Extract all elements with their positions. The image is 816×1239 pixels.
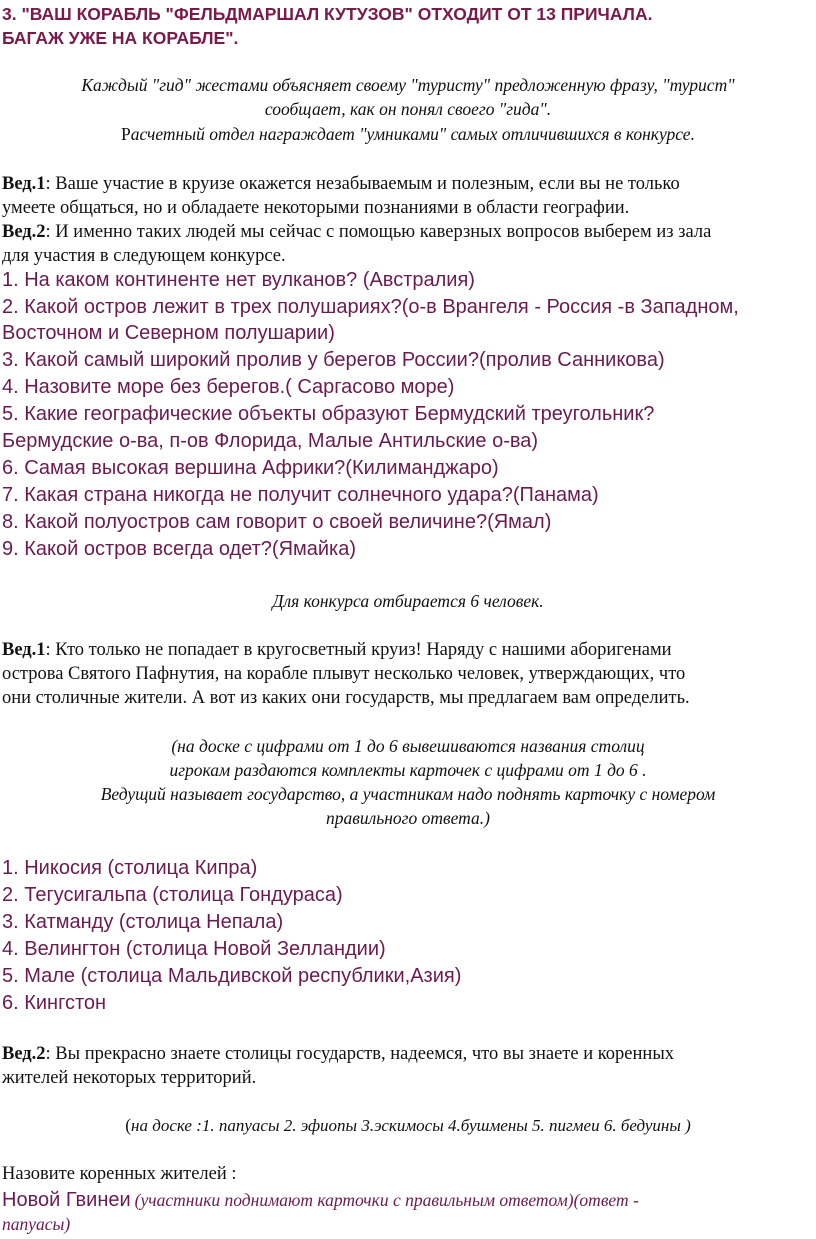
ved1-paragraph-line-1 — [2, 172, 680, 196]
question-line: 6. Самая высокая вершина Африки?(Килиманджаро) — [2, 457, 499, 479]
capital-line: 4. Велингтон (столица Новой Зелландии) — [2, 938, 386, 960]
ved2-paragraph-line-2: для участия в следующем конкурсе. — [2, 246, 286, 266]
instruction-line: Ведущий называет государство, а участникам надо поднять карточку с номером — [100, 784, 716, 804]
capital-line: 2. Тегусигальпа (столица Гондураса) — [2, 884, 343, 906]
ved2-text-1: : И именно таких людей мы сейчас с помощью каверзных вопросов выберем из зала — [45, 222, 712, 242]
ved1-text-1: : Ваше участие в круизе окажется незабываемым и полезным, если вы не только — [45, 174, 680, 194]
ved2-second-text-1: : Вы прекрасно знаете столицы государств, надеемся, что вы знаете и коренных — [45, 1044, 674, 1064]
instruction-line: игрокам раздаются комплекты карточек с цифрами от 1 до 6 . — [169, 760, 647, 780]
ved1-second-line-1 — [2, 638, 672, 662]
question-line: Восточном и Северном полушарии) — [2, 322, 335, 344]
instruction-line: правильного ответа.) — [326, 808, 490, 828]
question-line: Бермудские о-ва, п-ов Флорида, Малые Антильские о-ва) — [2, 430, 539, 452]
capital-line: 3. Катманду (столица Непала) — [2, 911, 284, 933]
intro-line-1: Каждый "гид" жестами объясняет своему "туристу" предложенную фразу, "турист" — [81, 75, 735, 95]
title-line-2: БАГАЖ УЖЕ НА КОРАБЛЕ". — [2, 28, 239, 48]
question-line: 5. Какие географические объекты образуют Бермудский треугольник? — [2, 403, 655, 425]
intro-line-3 — [0, 123, 816, 145]
capital-line: 5. Мале (столица Мальдивской республики,Азия) — [2, 965, 462, 987]
board-note-text: на доске :1. папуасы 2. эфиопы 3.эскимосы 4.бушмены 5. пигмеи 6. бедуины ) — [131, 1116, 691, 1135]
intro-line-3-rest: асчетный отдел награждает "умниками" самых отличившихся в конкурсе. — [130, 124, 695, 144]
question-line: 3. Какой самый широкий пролив у берегов России?(пролив Санникова) — [2, 349, 665, 371]
board-note-open: ( — [125, 1115, 132, 1135]
ved1-label: Вед.1 — [2, 174, 46, 194]
answer-place: Новой Гвинеи — [2, 1189, 131, 1211]
capital-line: 6. Кингстон — [2, 992, 107, 1014]
ved1-label-2: Вед.1 — [2, 640, 46, 660]
question-line: 9. Какой остров всегда одет?(Ямайка) — [2, 538, 357, 560]
ved2-second-line-1 — [2, 1042, 674, 1066]
answer-line — [2, 1187, 639, 1214]
ved2-label: Вед.2 — [2, 222, 46, 242]
question-line: 4. Назовите море без берегов.( Саргасово море) — [2, 376, 455, 398]
ved1-second-line-3: они столичные жители. А вот из каких они государств, мы предлагаем вам определить. — [2, 688, 690, 708]
name-prompt: Назовите коренных жителей : — [2, 1164, 237, 1184]
capital-line: 1. Никосия (столица Кипра) — [2, 857, 258, 879]
ved2-paragraph-line-1 — [2, 220, 711, 244]
ved1-paragraph-line-2: умеете общаться, но и обладаете некоторыми познаниями в области географии. — [2, 198, 630, 218]
ved2-second-line-2: жителей некоторых территорий. — [2, 1068, 257, 1088]
title-line-1: 3. "ВАШ КОРАБЛЬ "ФЕЛЬДМАРШАЛ КУТУЗОВ" ОТХОДИТ ОТ 13 ПРИЧАЛА. — [2, 4, 653, 24]
intro-line-2: сообщает, как он понял своего "гида". — [264, 99, 552, 119]
answer-note-1: (участники поднимают карточки с правильным ответом)(ответ - — [134, 1190, 639, 1210]
question-line: 8. Какой полуостров сам говорит о своей величине?(Ямал) — [2, 511, 552, 533]
ved1-second-text-1: : Кто только не попадает в кругосветный круиз! Наряду с нашими аборигенами — [45, 640, 672, 660]
ved2-label-2: Вед.2 — [2, 1044, 46, 1064]
ved1-second-line-2: острова Святого Пафнутия, на корабле плывут несколько человек, утверждающих, что — [2, 664, 686, 684]
board-note — [0, 1114, 816, 1137]
instruction-line: (на доске с цифрами от 1 до 6 вывешиваются названия столиц — [171, 736, 645, 756]
question-line: 1. На каком континенте нет вулканов? (Австралия) — [2, 269, 475, 291]
question-line: 7. Какая страна никогда не получит солнечного удара?(Панама) — [2, 484, 599, 506]
contest-note: Для конкурса отбирается 6 человек. — [272, 591, 544, 611]
question-line: 2. Какой остров лежит в трех полушариях?(о-в Врангеля - Россия -в Западном, — [2, 296, 739, 318]
intro-line-3-prefix: Р — [121, 124, 131, 144]
answer-note-2: папуасы) — [2, 1214, 71, 1234]
